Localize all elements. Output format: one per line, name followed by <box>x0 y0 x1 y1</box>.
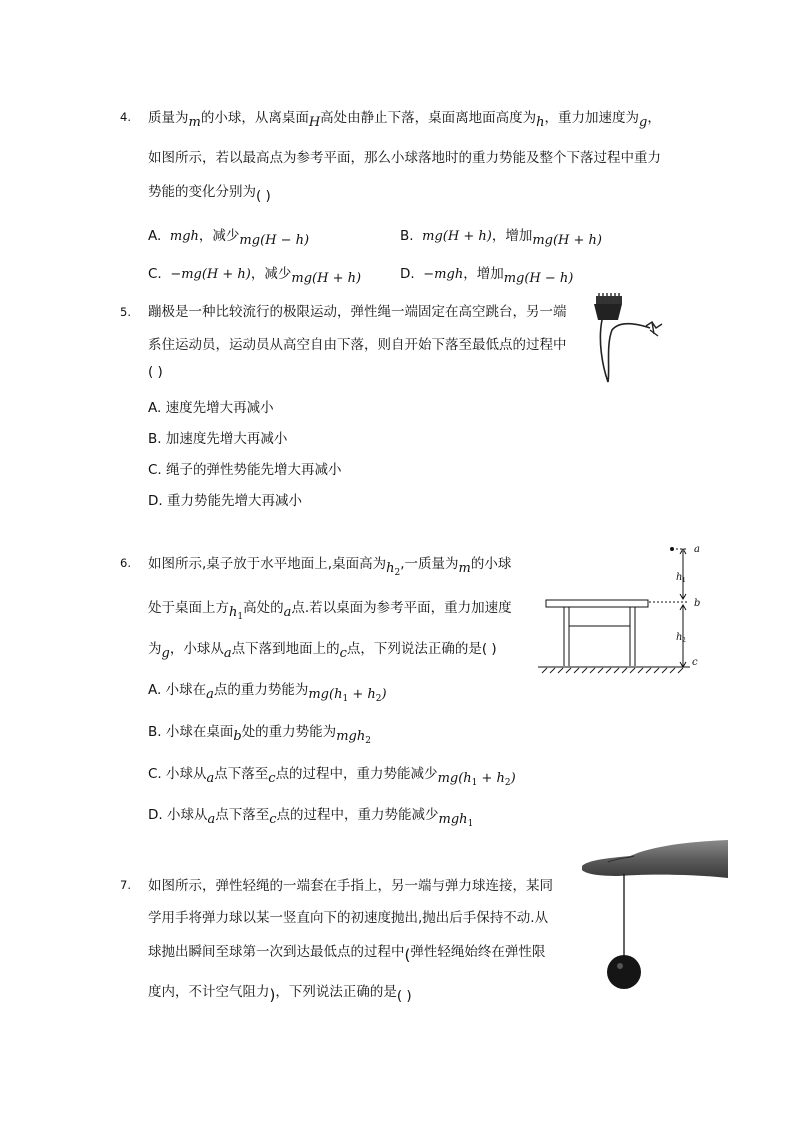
q7-answer-paren: ( ) <box>396 988 412 1004</box>
q7-line2: 学用手将弹力球以某一竖直向下的初速度抛出,抛出后手保持不动.从 <box>148 910 549 926</box>
q6-line2: 处于桌面上方$h_1$高处的a点.若以桌面为参考平面，重力加速度 <box>148 600 512 622</box>
q4-text: 质量为 <box>148 110 189 126</box>
q7-line1: 如图所示，弹性轻绳的一端套在手指上，另一端与弹力球连接，某同 <box>148 878 553 894</box>
q4-var-h: h <box>536 115 545 130</box>
q4-text: ，重力加速度为 <box>544 110 640 126</box>
fig-label-b: b <box>694 598 701 609</box>
q4-line1 <box>148 106 661 130</box>
q6-option-d[interactable]: D. 小球从a点下落至c点的过程中，重力势能减少mgh$_1$ <box>148 807 474 829</box>
bungee-figure <box>588 290 678 386</box>
q4-option-b[interactable]: B. mg(H + h)，增加mg(H + h) <box>400 228 602 248</box>
q4-text: 高处由静止下落，桌面离地面高度为 <box>320 110 537 126</box>
q4-var-H: H <box>308 115 321 130</box>
q5-line3: ( ) <box>148 364 163 380</box>
q4-line2: 如图所示，若以最高点为参考平面，那么小球落地时的重力势能及整个下落过程中重力 <box>148 150 661 166</box>
q4-answer-paren: ( ) <box>256 188 271 204</box>
q6-option-c[interactable]: C. 小球从a点下落至c点的过程中，重力势能减少$mg(h_1 + h_2)$ <box>148 766 516 788</box>
fig-label-h1: h <box>676 572 683 583</box>
fig-label-h2: h <box>676 632 683 643</box>
q5-number: 5. <box>120 305 131 319</box>
q4-option-d[interactable]: D. −mgh，增加mg(H − h) <box>400 266 574 286</box>
fig-label-h2-sub: 2 <box>682 637 686 644</box>
q5-line1: 蹦极是一种比较流行的极限运动，弹性绳一端固定在高空跳台，另一端 <box>148 304 567 320</box>
q6-option-a[interactable]: A. 小球在a点的重力势能为$mg(h_1 + h_2)$ <box>148 682 387 704</box>
q4-var-m: m <box>188 115 201 130</box>
q6-option-b[interactable]: B. 小球在桌面b处的重力势能为mgh$_2$ <box>148 724 371 746</box>
hand-ball-figure <box>578 838 730 994</box>
q4-line3: 势能的变化分别为( ) <box>148 184 271 204</box>
q5-option-d[interactable]: D. 重力势能先增大再减小 <box>148 493 302 509</box>
q5-option-b[interactable]: B. 加速度先增大再减小 <box>148 431 288 447</box>
q6-number: 6. <box>120 556 131 570</box>
q4-option-c[interactable]: C. −mg(H + h)，减少mg(H + h) <box>148 266 362 286</box>
table-figure <box>538 538 718 680</box>
q7-line3: 球抛出瞬间至球第一次到达最低点的过程中(弹性轻绳始终在弹性限 <box>148 944 546 964</box>
q5-option-a[interactable]: A. 速度先增大再减小 <box>148 400 274 416</box>
fig-label-c: c <box>692 657 698 668</box>
q5-option-c[interactable]: C. 绳子的弹性势能先增大再减小 <box>148 462 342 478</box>
q4-var-g: g <box>639 115 648 130</box>
q4-text: ， <box>647 110 661 126</box>
q7-number: 7. <box>120 878 131 892</box>
fig-label-h1-sub: 1 <box>682 577 686 584</box>
q4-option-a[interactable]: A. mgh，减少mg(H − h) <box>148 228 310 248</box>
q6-var-h1: $h_1$ <box>229 605 244 622</box>
fig-label-a: a <box>694 544 700 555</box>
q6-answer-paren: ( ) <box>481 641 497 657</box>
q6-line3: 为g，小球从a点下落到地面上的c点，下列说法正确的是( ) <box>148 641 497 661</box>
q6-var-h2: $h_2$ <box>386 561 401 578</box>
q6-line1: 如图所示,桌子放于水平地面上,桌面高为$h_2$,一质量为m的小球 <box>148 556 512 578</box>
q4-text: 的小球，从离桌面 <box>200 110 309 126</box>
q7-line4: 度内，不计空气阻力)，下列说法正确的是( ) <box>148 984 412 1004</box>
q5-line2: 系住运动员，运动员从高空自由下落，则自开始下落至最低点的过程中 <box>148 337 567 353</box>
q4-number: 4. <box>120 110 131 124</box>
